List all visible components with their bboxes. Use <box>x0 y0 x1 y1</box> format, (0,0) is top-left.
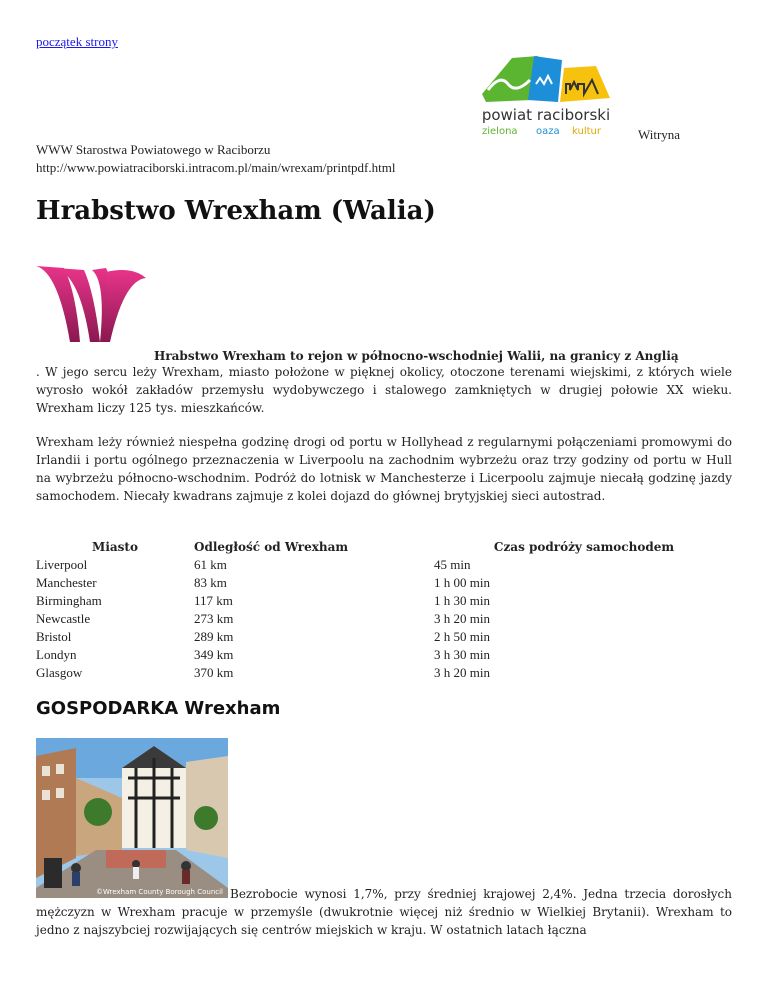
wrexham-w-logo <box>36 262 150 346</box>
logo-blue-panel <box>528 56 562 102</box>
city-cell: Liverpool <box>36 557 88 572</box>
top-of-page-link[interactable]: początek strony <box>36 34 118 49</box>
distance-cell: 349 km <box>194 647 234 662</box>
column-header-distance: Odległość od Wrexham <box>194 539 349 554</box>
column-header-travel-time: Czas podróży samochodem <box>493 539 675 554</box>
table-row <box>36 574 734 592</box>
witryna-label: Witryna <box>638 127 681 142</box>
page-title: Hrabstwo Wrexham (Walia) <box>36 196 436 226</box>
distance-cell: 273 km <box>194 611 234 626</box>
time-cell: 1 h 00 min <box>434 575 490 590</box>
distance-cell: 370 km <box>194 665 234 680</box>
distance-cell: 117 km <box>194 593 233 608</box>
column-header-city: Miasto <box>92 539 138 554</box>
economy-paragraph: Bezrobocie wynosi 1,7%, przy średniej krajowej 2,4%. Jedna trzecia dorosłych mężczyzn w Wrexham pracuje w przemyśle (dwukrotnie więcej niż średnio w Wielkiej Brytanii). Wrexham to jedno z najszybciej rozwijających się centrów miejskich w kraju. W ostatnich latach łączna <box>36 887 732 937</box>
time-cell: 1 h 30 min <box>434 593 490 608</box>
site-info <box>36 141 395 177</box>
powiat-raciborski-logo <box>478 54 614 138</box>
table-row <box>36 646 734 664</box>
city-cell: Bristol <box>36 629 72 644</box>
table-row <box>36 592 734 610</box>
logo-tag-oaza: oaza <box>536 126 560 137</box>
table-row <box>36 628 734 646</box>
distance-table <box>36 537 734 682</box>
section-title-economy: GOSPODARKA Wrexham <box>36 698 281 719</box>
site-url: http://www.powiatraciborski.intracom.pl/main/wrexam/printpdf.html <box>36 160 396 175</box>
distance-cell: 83 km <box>194 575 227 590</box>
photo-copyright: ©Wrexham County Borough Council <box>96 888 223 896</box>
logo-tag-zielona: zielona <box>482 126 518 137</box>
city-cell: Londyn <box>36 647 77 662</box>
logo-tag-kultur: kultur <box>572 126 601 137</box>
distance-cell: 61 km <box>194 557 227 572</box>
site-name: WWW Starostwa Powiatowego w Raciborzu <box>36 142 271 157</box>
city-cell: Birmingham <box>36 593 102 608</box>
logo-title: powiat raciborski <box>481 106 611 124</box>
lead-sentence: Hrabstwo Wrexham to rejon w północno-wschodniej Walii, na granicy z Anglią <box>154 349 679 363</box>
time-cell: 3 h 20 min <box>434 611 490 626</box>
table-row <box>36 664 734 682</box>
time-cell: 3 h 30 min <box>434 647 490 662</box>
table-row <box>36 610 734 628</box>
wrexham-street-photo <box>36 738 228 898</box>
intro-paragraph: . W jego sercu leży Wrexham, miasto położone w pięknej okolicy, otoczone terenami wiejskimi, z których wiele wyrosło wokół zakładów przemysłu wydobywczego i stalowego zamkniętych w drugiej połowie XX wieku. Wrexham liczy 125 tys. mieszkańców. <box>36 365 732 415</box>
table-header-row <box>36 537 734 556</box>
city-cell: Manchester <box>36 575 97 590</box>
table-row <box>36 556 734 574</box>
time-cell: 2 h 50 min <box>434 629 490 644</box>
location-paragraph: Wrexham leży również niespełna godzinę drogi od portu w Hollyhead z regularnymi połączeniami promowymi do Irlandii i portu ogólnego przeznaczenia w Liverpoolu na zachodnim wybrzeżu oraz trzy godziny od portu w Hull na wybrzeżu północno-wschodnim. Podróż do lotnisk w Manchesterze i Licerpoolu zajmuje niecałą godzinę jazdy samochodem. Niecały kwadrans zajmuje z kolei dojazd do głównej brytyjskiej sieci autostrad. <box>36 435 732 503</box>
city-cell: Newcastle <box>36 611 91 626</box>
time-cell: 45 min <box>434 557 471 572</box>
time-cell: 3 h 20 min <box>434 665 490 680</box>
distance-cell: 289 km <box>194 629 234 644</box>
city-cell: Glasgow <box>36 665 83 680</box>
